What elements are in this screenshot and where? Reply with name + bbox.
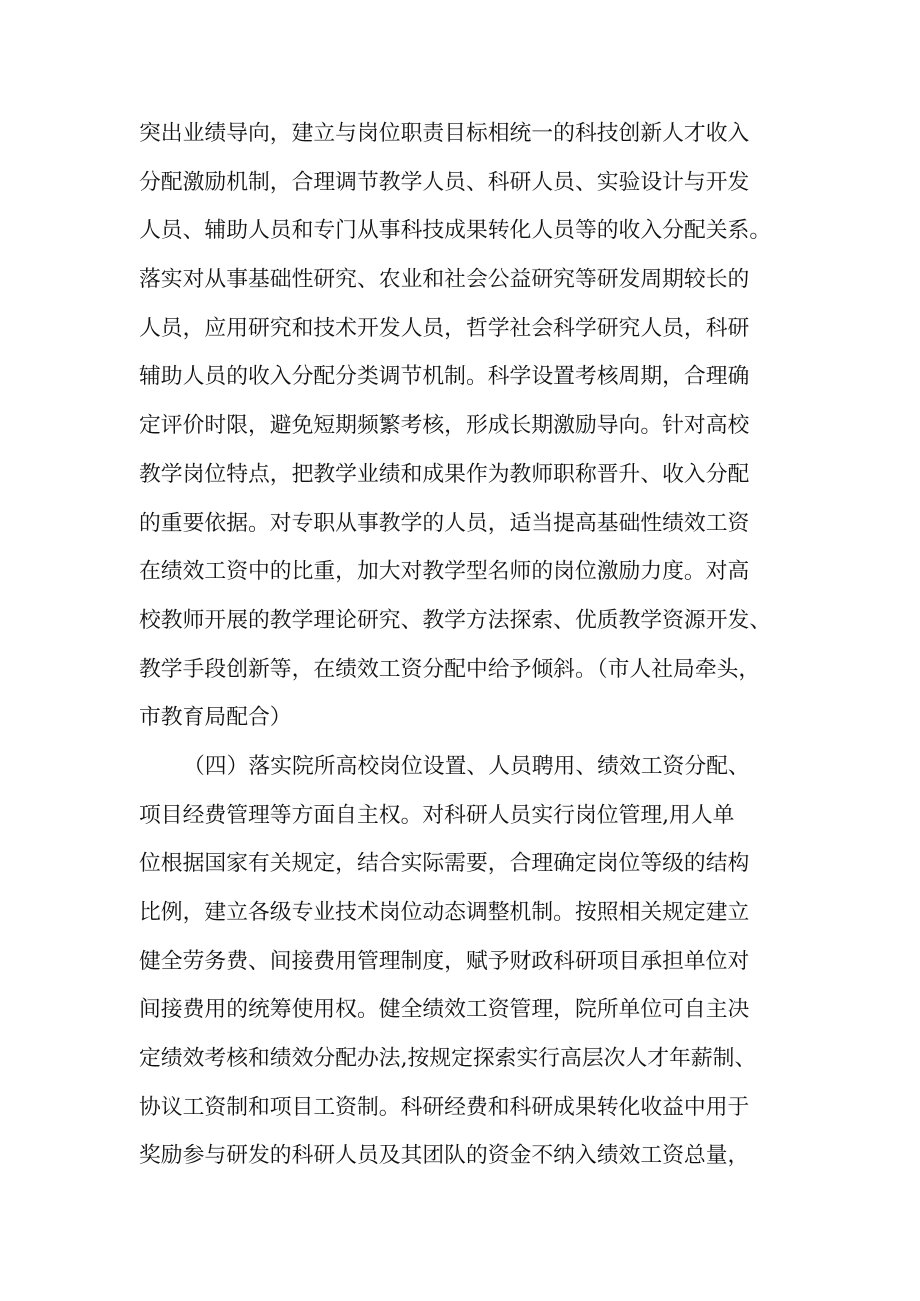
text-line: 落实对从事基础性研究、农业和社会公益研究等研发周期较长的 [139, 267, 750, 293]
body-text [139, 110, 799, 1181]
text-line: 健全劳务费、间接费用管理制度，赋予财政科研项目承担单位对 [139, 948, 750, 974]
text-line: 的重要依据。对专职从事教学的人员，适当提高基础性绩效工资 [139, 510, 750, 536]
text-line: 位根据国家有关规定，结合实际需要，合理确定岗位等级的结构 [139, 851, 750, 877]
text-line: 市教育局配合） [139, 705, 292, 731]
text-line: 定绩效考核和绩效分配办法,按规定探索实行高层次人才年薪制、 [139, 1046, 757, 1072]
text-line: 在绩效工资中的比重，加大对教学型名师的岗位激励力度。对高 [139, 559, 750, 585]
text-line: 人员、辅助人员和专门从事科技成果转化人员等的收入分配关系。 [139, 218, 772, 244]
text-line: 协议工资制和项目工资制。科研经费和科研成果转化收益中用于 [139, 1094, 750, 1120]
text-line: 教学手段创新等，在绩效工资分配中给予倾斜。（市人社局牵头， [139, 656, 761, 682]
text-line: 间接费用的统筹使用权。健全绩效工资管理，院所单位可自主决 [139, 997, 750, 1023]
text-line: 奖励参与研发的科研人员及其团队的资金不纳入绩效工资总量， [139, 1143, 750, 1169]
text-line: 校教师开展的教学理论研究、教学方法探索、优质教学资源开发、 [139, 607, 772, 633]
text-line: 人员，应用研究和技术开发人员，哲学社会科学研究人员，科研 [139, 315, 750, 341]
text-line: 突出业绩导向，建立与岗位职责目标相统一的科技创新人才收入 [139, 121, 750, 146]
text-line: 分配激励机制，合理调节教学人员、科研人员、实验设计与开发 [139, 169, 750, 195]
section-heading-line: （四）落实院所高校岗位设置、人员聘用、绩效工资分配、 [183, 753, 750, 779]
text-line: 比例，建立各级专业技术岗位动态调整机制。按照相关规定建立 [139, 900, 750, 925]
text-line: 定评价时限，避免短期频繁考核，形成长期激励导向。针对高校 [139, 413, 750, 439]
text-line: 辅助人员的收入分配分类调节机制。科学设置考核周期，合理确 [139, 364, 750, 390]
text-line: 教学岗位特点，把教学业绩和成果作为教师职称晋升、收入分配 [139, 461, 750, 487]
text-line: 项目经费管理等方面自主权。对科研人员实行岗位管理,用人单 [139, 802, 735, 828]
